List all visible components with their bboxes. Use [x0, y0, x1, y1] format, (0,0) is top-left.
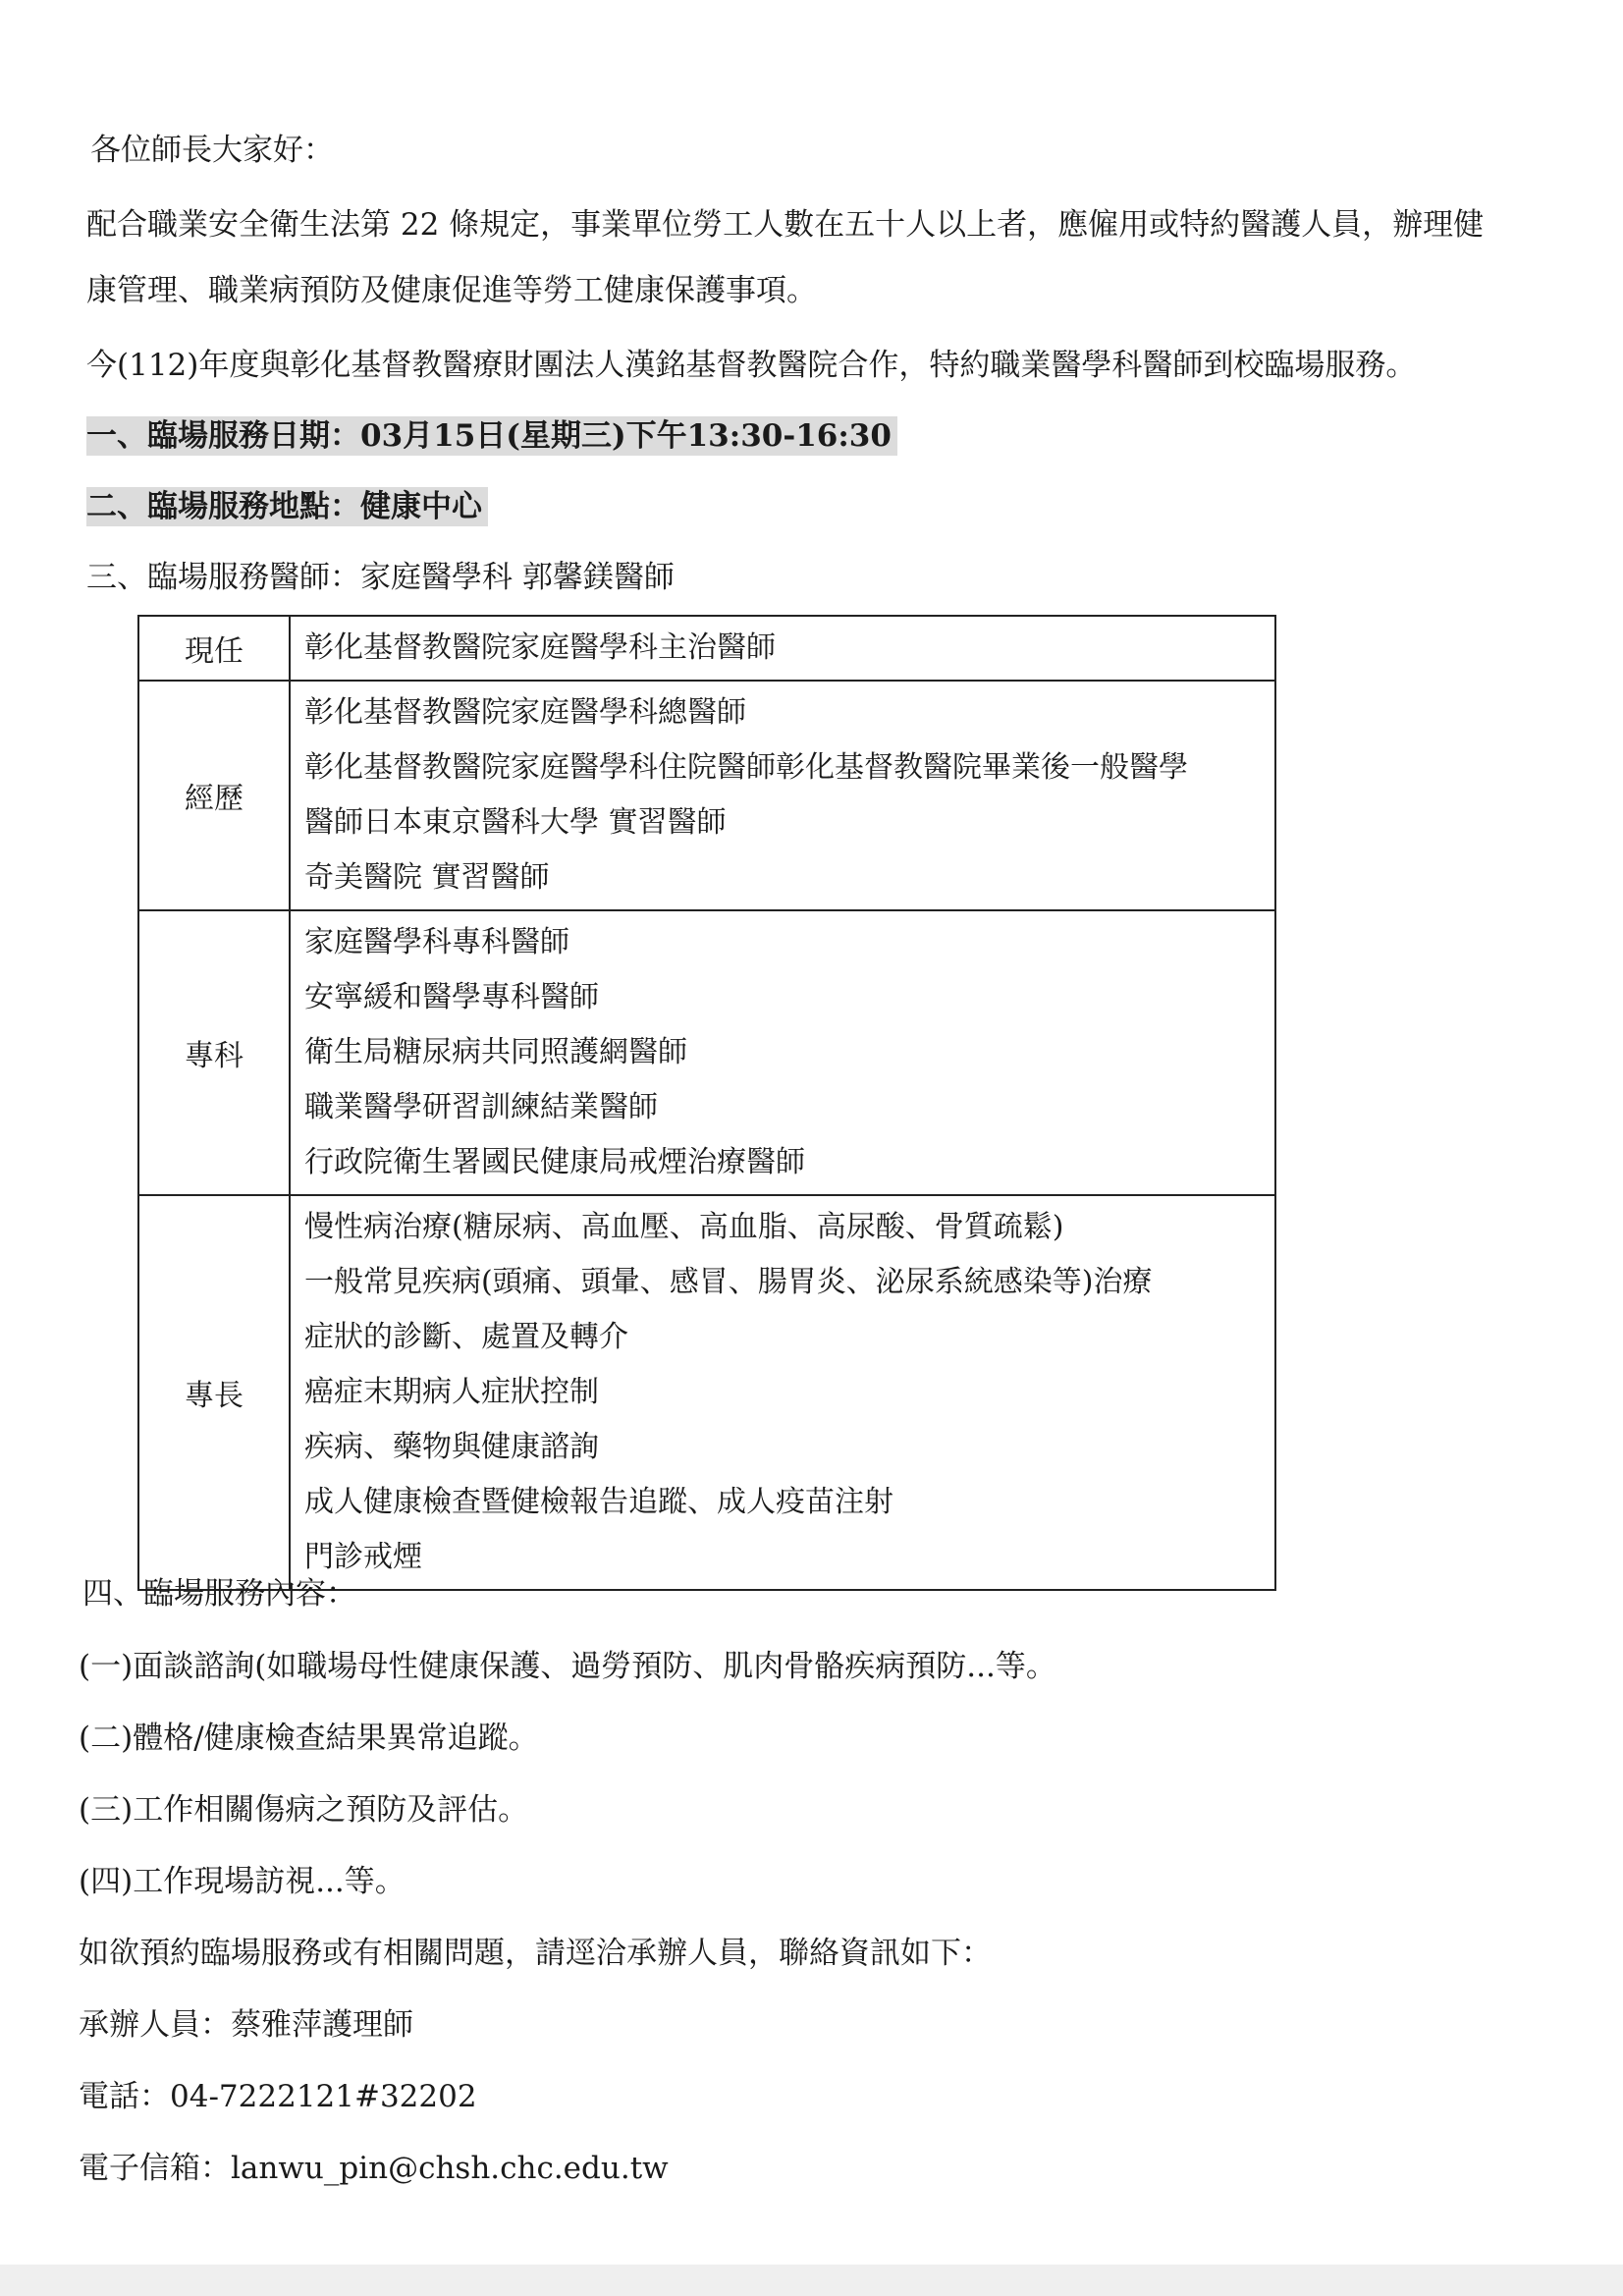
intro-line-3: 今(112)年度與彰化基督教醫療財團法人漢銘基督教醫院合作，特約職業醫學科醫師到校臨場服務。 [86, 348, 1417, 383]
greeting: 各位師長大家好： [90, 133, 334, 168]
contact-email: 電子信箱：lanwu_pin@chsh.chc.edu.tw [79, 2151, 669, 2186]
table-row-specialty [138, 910, 1275, 1195]
intro-line-2: 康管理、職業病預防及健康促進等勞工健康保護事項。 [86, 273, 817, 308]
contact-intro: 如欲預約臨場服務或有相關問題，請逕洽承辦人員，聯絡資訊如下： [79, 1936, 992, 1971]
table-row-expertise [138, 1195, 1275, 1590]
contact-phone: 電話：04-7222121#32202 [79, 2079, 477, 2114]
expertise-line: 癌症末期病人症狀控制 [304, 1375, 599, 1409]
content-current [290, 616, 1275, 681]
contact-person: 承辦人員：蔡雅萍護理師 [79, 2007, 413, 2043]
services-heading: 四、臨場服務內容： [82, 1576, 356, 1612]
table-row-current [138, 616, 1275, 681]
specialty-line: 家庭醫學科專科醫師 [304, 925, 569, 959]
specialty-line: 行政院衛生署國民健康局戒煙治療醫師 [304, 1145, 805, 1179]
service-item-3: (三)工作相關傷病之預防及評估。 [79, 1792, 529, 1828]
expertise-line: 成人健康檢查暨健檢報告追蹤、成人疫苗注射 [304, 1485, 893, 1519]
current-line: 彰化基督教醫院家庭醫學科主治醫師 [304, 630, 776, 665]
specialty-line: 職業醫學研習訓練結業醫師 [304, 1090, 658, 1124]
scan-bottom-edge [0, 2265, 1623, 2296]
content-experience [290, 681, 1275, 910]
label-current: 現任 [138, 616, 290, 681]
specialty-line: 安寧緩和醫學專科醫師 [304, 980, 599, 1014]
content-specialty [290, 910, 1275, 1195]
service-date: 一、臨場服務日期：03月15日(星期三)下午13:30-16:30 [86, 416, 897, 456]
service-doctor: 三、臨場服務醫師：家庭醫學科 郭馨鎂醫師 [86, 560, 675, 595]
label-specialty: 專科 [138, 910, 290, 1195]
service-item-2: (二)體格/健康檢查結果異常追蹤。 [79, 1721, 539, 1756]
expertise-line: 慢性病治療(糖尿病、高血壓、高血脂、高尿酸、骨質疏鬆) [304, 1210, 1064, 1244]
expertise-line: 症狀的診斷、處置及轉介 [304, 1320, 628, 1354]
expertise-line: 一般常見疾病(頭痛、頭暈、感冒、腸胃炎、泌尿系統感染等)治療 [304, 1265, 1153, 1299]
service-item-4: (四)工作現場訪視...等。 [79, 1864, 406, 1899]
label-experience: 經歷 [138, 681, 290, 910]
experience-line: 彰化基督教醫院家庭醫學科住院醫師彰化基督教醫院畢業後一般醫學 [304, 750, 1188, 785]
label-expertise: 專長 [138, 1195, 290, 1590]
experience-line: 醫師日本東京醫科大學 實習醫師 [304, 805, 727, 840]
experience-line: 奇美醫院 實習醫師 [304, 860, 550, 895]
service-item-1: (一)面談諮詢(如職場母性健康保護、過勞預防、肌肉骨骼疾病預防...等。 [79, 1649, 1056, 1684]
specialty-line: 衛生局糖尿病共同照護網醫師 [304, 1035, 687, 1069]
expertise-line: 門診戒煙 [304, 1540, 422, 1574]
intro-line-1: 配合職業安全衛生法第 22 條規定，事業單位勞工人數在五十人以上者，應僱用或特約醫護人員，辦理健 [86, 207, 1485, 243]
table-row-experience [138, 681, 1275, 910]
content-expertise [290, 1195, 1275, 1590]
service-location: 二、臨場服務地點：健康中心 [86, 487, 488, 526]
experience-line: 彰化基督教醫院家庭醫學科總醫師 [304, 695, 746, 730]
doctor-profile-table [137, 615, 1276, 1591]
expertise-line: 疾病、藥物與健康諮詢 [304, 1430, 599, 1464]
